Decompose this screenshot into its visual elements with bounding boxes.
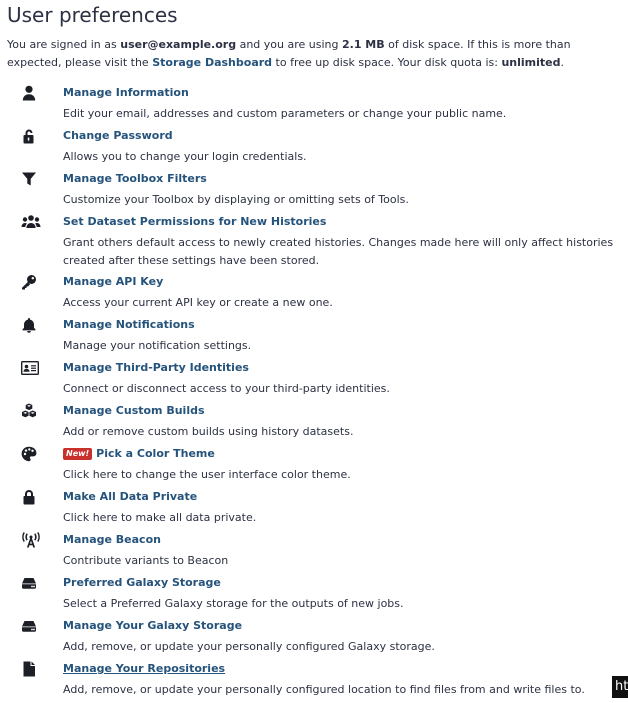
- key-icon: [20, 273, 38, 291]
- manage-toolbox-filters-link[interactable]: Manage Toolbox Filters: [63, 172, 207, 185]
- id-card-icon: [20, 359, 40, 377]
- pref-description: Edit your email, addresses and custom parameters or change your public name.: [63, 107, 507, 120]
- pref-manage-api-key: [7, 273, 628, 316]
- pref-manage-notifications: [7, 316, 628, 359]
- unlock-icon: [20, 127, 38, 145]
- pick-color-theme-link[interactable]: New! Pick a Color Theme: [63, 445, 628, 462]
- pref-make-data-private: [7, 488, 628, 531]
- cubes-icon: [20, 402, 38, 420]
- pref-description: Add, remove, or update your personally configured location to find files from and write files to.: [63, 683, 585, 696]
- pref-description: Click here to change the user interface color theme.: [63, 468, 351, 481]
- pref-third-party-identities: [7, 359, 628, 402]
- pref-description: Select a Preferred Galaxy storage for the outputs of new jobs.: [63, 597, 404, 610]
- manage-custom-builds-link[interactable]: Manage Custom Builds: [63, 404, 205, 417]
- pref-description: Access your current API key or create a new one.: [63, 296, 333, 309]
- pref-manage-custom-builds: [7, 402, 628, 445]
- set-dataset-permissions-link[interactable]: Set Dataset Permissions for New Histories: [63, 215, 327, 228]
- pref-manage-repositories: [7, 660, 628, 703]
- pref-manage-beacon: [7, 531, 628, 574]
- user-icon: [20, 84, 38, 102]
- make-all-data-private-link[interactable]: Make All Data Private: [63, 490, 198, 503]
- intro-text: You are signed in as user@example.org and you are using 2.1 MB of disk space. If this is more than expected, please visit the Storage Dashboard to free up disk space. Your disk quota is: unlimited.: [7, 38, 571, 69]
- corner-tab[interactable]: ht: [612, 676, 628, 698]
- preferences-list: [7, 84, 628, 703]
- pref-description: Grant others default access to newly created histories. Changes made here will only affect histories created after these settings have been stored.: [63, 236, 614, 267]
- pref-manage-galaxy-storage: [7, 617, 628, 660]
- change-password-link[interactable]: Change Password: [63, 129, 173, 142]
- pref-description: Click here to make all data private.: [63, 511, 257, 524]
- manage-beacon-link[interactable]: Manage Beacon: [63, 533, 161, 546]
- manage-notifications-link[interactable]: Manage Notifications: [63, 318, 195, 331]
- preferred-galaxy-storage-link[interactable]: Preferred Galaxy Storage: [63, 576, 221, 589]
- hdd-icon: [20, 574, 38, 592]
- pref-description: Connect or disconnect access to your third-party identities.: [63, 382, 390, 395]
- manage-api-key-link[interactable]: Manage API Key: [63, 275, 164, 288]
- hdd-icon: [20, 617, 38, 635]
- manage-information-link[interactable]: Manage Information: [63, 86, 189, 99]
- user-email: user@example.org: [120, 38, 237, 51]
- manage-galaxy-storage-link[interactable]: Manage Your Galaxy Storage: [63, 619, 243, 632]
- users-icon: [20, 213, 42, 231]
- filter-icon: [20, 170, 38, 188]
- palette-icon: [20, 445, 38, 463]
- storage-dashboard-link[interactable]: Storage Dashboard: [152, 56, 273, 69]
- pref-description: Add, remove, or update your personally configured Galaxy storage.: [63, 640, 435, 653]
- disk-usage: 2.1 MB: [341, 38, 385, 51]
- pref-manage-toolbox-filters: [7, 170, 628, 213]
- broadcast-tower-icon: [20, 531, 42, 549]
- pref-pick-color-theme: [7, 445, 628, 488]
- disk-quota: unlimited: [501, 56, 561, 69]
- pref-description: Manage your notification settings.: [63, 339, 252, 352]
- pref-manage-information: [7, 84, 628, 127]
- new-badge: New!: [63, 448, 92, 460]
- page-title: User preferences: [7, 3, 178, 27]
- pref-description: Customize your Toolbox by displaying or omitting sets of Tools.: [63, 193, 409, 206]
- pref-change-password: [7, 127, 628, 170]
- file-icon: [20, 660, 38, 678]
- lock-icon: [20, 488, 38, 506]
- pref-description: Contribute variants to Beacon: [63, 554, 229, 567]
- manage-repositories-link[interactable]: Manage Your Repositories: [63, 662, 226, 675]
- pref-dataset-permissions: [7, 213, 628, 273]
- manage-third-party-identities-link[interactable]: Manage Third-Party Identities: [63, 361, 249, 374]
- pref-description: Add or remove custom builds using history datasets.: [63, 425, 354, 438]
- pref-description: Allows you to change your login credentials.: [63, 150, 307, 163]
- pref-preferred-galaxy-storage: [7, 574, 628, 617]
- bell-icon: [20, 316, 38, 334]
